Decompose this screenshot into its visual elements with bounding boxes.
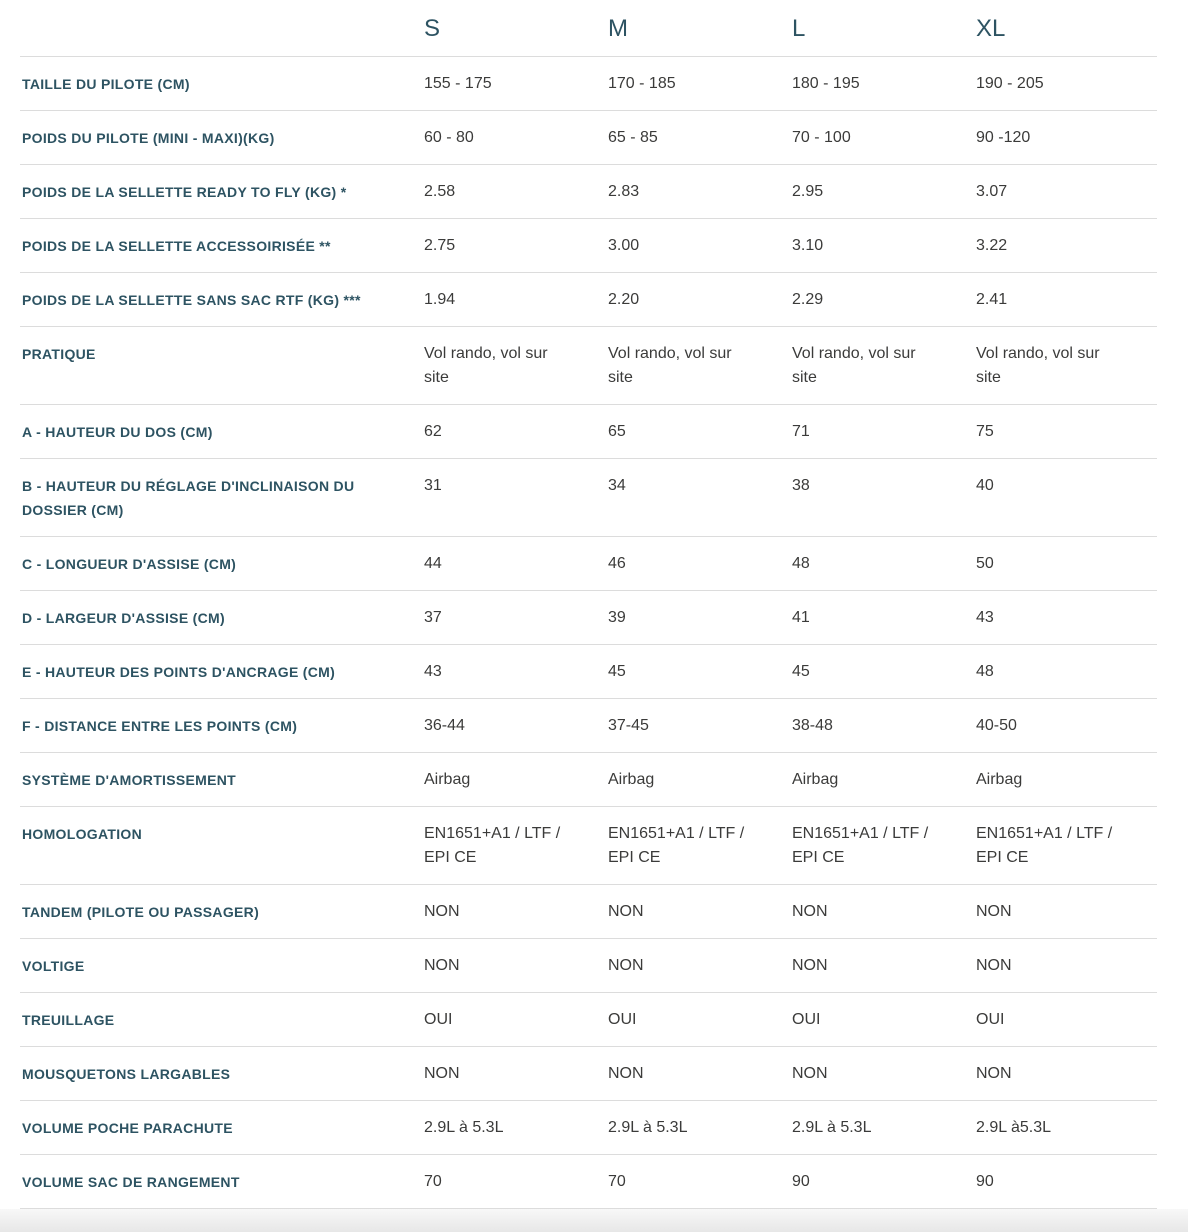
spec-value: 2.75 bbox=[424, 237, 456, 254]
spec-label: POIDS DE LA SELLETTE ACCESSOIRISÉE ** bbox=[22, 238, 331, 254]
spec-value: 50 bbox=[976, 555, 994, 572]
spec-label: E - HAUTEUR DES POINTS D'ANCRAGE (CM) bbox=[22, 664, 336, 680]
spec-value: EN1651+A1 / LTF / EPI CE bbox=[792, 825, 929, 866]
size-column-header: S bbox=[424, 15, 441, 42]
spec-value: 43 bbox=[976, 609, 994, 626]
spec-label: TAILLE DU PILOTE (CM) bbox=[22, 76, 190, 92]
spec-value: NON bbox=[424, 903, 460, 920]
spec-label: TANDEM (PILOTE OU PASSAGER) bbox=[22, 904, 260, 920]
spec-row bbox=[20, 591, 1157, 645]
spec-value: 2.9L à 5.3L bbox=[608, 1119, 688, 1136]
spec-row bbox=[20, 405, 1157, 459]
size-column-header: L bbox=[792, 15, 806, 42]
spec-value: 40-50 bbox=[976, 717, 1017, 734]
spec-row bbox=[20, 273, 1157, 327]
spec-value: 2.41 bbox=[976, 291, 1008, 308]
spec-value: 2.20 bbox=[608, 291, 640, 308]
spec-value: 39 bbox=[608, 609, 626, 626]
spec-value: 170 - 185 bbox=[608, 75, 676, 92]
spec-label: POIDS DU PILOTE (MINI - MAXI)(KG) bbox=[22, 130, 275, 146]
spec-value: OUI bbox=[976, 1011, 1005, 1028]
spec-value: NON bbox=[792, 957, 828, 974]
spec-value: Airbag bbox=[976, 771, 1023, 788]
spec-value: NON bbox=[976, 903, 1012, 920]
spec-value: 75 bbox=[976, 423, 994, 440]
spec-value: NON bbox=[608, 957, 644, 974]
spec-value: Airbag bbox=[424, 771, 471, 788]
spec-label: VOLUME POCHE PARACHUTE bbox=[22, 1120, 233, 1136]
spec-value: 3.00 bbox=[608, 237, 640, 254]
spec-value: 31 bbox=[424, 477, 442, 494]
spec-value: EN1651+A1 / LTF / EPI CE bbox=[976, 825, 1113, 866]
spec-value: 90 bbox=[792, 1173, 810, 1190]
spec-value: 65 bbox=[608, 423, 626, 440]
spec-value: NON bbox=[792, 903, 828, 920]
spec-row bbox=[20, 699, 1157, 753]
spec-row bbox=[20, 939, 1157, 993]
spec-label: MOUSQUETONS LARGABLES bbox=[22, 1066, 231, 1082]
spec-value: 70 bbox=[424, 1173, 442, 1190]
spec-value: Vol rando, vol sur site bbox=[424, 345, 548, 386]
spec-value: 90 bbox=[976, 1173, 994, 1190]
spec-value: 34 bbox=[608, 477, 626, 494]
spec-row bbox=[20, 1047, 1157, 1101]
spec-label: SYSTÈME D'AMORTISSEMENT bbox=[22, 772, 237, 788]
spec-row bbox=[20, 219, 1157, 273]
spec-value: 2.83 bbox=[608, 183, 640, 200]
spec-value: EN1651+A1 / LTF / EPI CE bbox=[424, 825, 561, 866]
spec-value: 71 bbox=[792, 423, 810, 440]
spec-value: 43 bbox=[424, 663, 442, 680]
spec-row bbox=[20, 327, 1157, 405]
spec-value: NON bbox=[608, 1065, 644, 1082]
spec-value: OUI bbox=[608, 1011, 637, 1028]
spec-value: 2.9L à5.3L bbox=[976, 1119, 1052, 1136]
spec-value: 90 -120 bbox=[976, 129, 1031, 146]
spec-value: 3.22 bbox=[976, 237, 1008, 254]
size-column-header: XL bbox=[976, 15, 1006, 42]
spec-row bbox=[20, 459, 1157, 537]
spec-value: Airbag bbox=[792, 771, 839, 788]
spec-label: POIDS DE LA SELLETTE READY TO FLY (KG) * bbox=[22, 184, 347, 200]
spec-value: NON bbox=[424, 957, 460, 974]
spec-value: 45 bbox=[608, 663, 626, 680]
spec-label: POIDS DE LA SELLETTE SANS SAC RTF (KG) *** bbox=[22, 292, 361, 308]
spec-row bbox=[20, 537, 1157, 591]
spec-value: 70 bbox=[608, 1173, 626, 1190]
spec-row bbox=[20, 165, 1157, 219]
spec-value: 2.95 bbox=[792, 183, 824, 200]
table-body bbox=[0, 57, 1188, 1209]
spec-value: 48 bbox=[976, 663, 994, 680]
spec-value: 45 bbox=[792, 663, 810, 680]
spec-row bbox=[20, 1155, 1157, 1209]
spec-label: C - LONGUEUR D'ASSISE (CM) bbox=[22, 556, 237, 572]
spec-value: 46 bbox=[608, 555, 626, 572]
spec-value: 40 bbox=[976, 477, 994, 494]
spec-value: 190 - 205 bbox=[976, 75, 1044, 92]
spec-value: 37-45 bbox=[608, 717, 649, 734]
table-header-row bbox=[20, 0, 1157, 57]
section-bottom-shadow bbox=[0, 1209, 1188, 1232]
spec-value: Vol rando, vol sur site bbox=[608, 345, 732, 386]
spec-value: NON bbox=[792, 1065, 828, 1082]
spec-value: 180 - 195 bbox=[792, 75, 860, 92]
spec-row bbox=[20, 807, 1157, 885]
spec-value: OUI bbox=[424, 1011, 453, 1028]
spec-label: VOLUME SAC DE RANGEMENT bbox=[22, 1174, 240, 1190]
spec-value: NON bbox=[976, 1065, 1012, 1082]
spec-value: 48 bbox=[792, 555, 810, 572]
spec-value: 38-48 bbox=[792, 717, 833, 734]
spec-value: Airbag bbox=[608, 771, 655, 788]
spec-row bbox=[20, 111, 1157, 165]
spec-label: HOMOLOGATION bbox=[22, 826, 142, 842]
spec-value: 41 bbox=[792, 609, 810, 626]
spec-value: 1.94 bbox=[424, 291, 456, 308]
size-column-header: M bbox=[608, 15, 628, 42]
spec-value: 44 bbox=[424, 555, 442, 572]
spec-row bbox=[20, 645, 1157, 699]
spec-value: 2.9L à 5.3L bbox=[424, 1119, 504, 1136]
spec-label: TREUILLAGE bbox=[22, 1012, 115, 1028]
spec-value: EN1651+A1 / LTF / EPI CE bbox=[608, 825, 745, 866]
spec-value: 2.29 bbox=[792, 291, 824, 308]
spec-row bbox=[20, 1101, 1157, 1155]
spec-value: 70 - 100 bbox=[792, 129, 851, 146]
spec-label: F - DISTANCE ENTRE LES POINTS (CM) bbox=[22, 718, 298, 734]
spec-value: 65 - 85 bbox=[608, 129, 658, 146]
spec-value: OUI bbox=[792, 1011, 821, 1028]
spec-value: NON bbox=[976, 957, 1012, 974]
spec-value: 155 - 175 bbox=[424, 75, 492, 92]
spec-row bbox=[20, 885, 1157, 939]
spec-value: 2.58 bbox=[424, 183, 456, 200]
spec-value: Vol rando, vol sur site bbox=[792, 345, 916, 386]
spec-row bbox=[20, 993, 1157, 1047]
spec-row bbox=[20, 57, 1157, 111]
spec-label: PRATIQUE bbox=[22, 346, 96, 362]
spec-value: 38 bbox=[792, 477, 810, 494]
spec-value: NON bbox=[424, 1065, 460, 1082]
spec-label: VOLTIGE bbox=[22, 958, 85, 974]
spec-value: 62 bbox=[424, 423, 442, 440]
spec-label: D - LARGEUR D'ASSISE (CM) bbox=[22, 610, 225, 626]
spec-row bbox=[20, 753, 1157, 807]
spec-label: A - HAUTEUR DU DOS (CM) bbox=[22, 424, 213, 440]
spec-value: 60 - 80 bbox=[424, 129, 474, 146]
spec-value: Vol rando, vol sur site bbox=[976, 345, 1100, 386]
spec-value: 2.9L à 5.3L bbox=[792, 1119, 872, 1136]
spec-value: 36-44 bbox=[424, 717, 465, 734]
spec-value: NON bbox=[608, 903, 644, 920]
spec-value: 3.10 bbox=[792, 237, 824, 254]
spec-label: B - HAUTEUR DU RÉGLAGE D'INCLINAISON DU DOSSIER (CM) bbox=[22, 478, 355, 518]
spec-value: 3.07 bbox=[976, 183, 1008, 200]
spec-value: 37 bbox=[424, 609, 442, 626]
